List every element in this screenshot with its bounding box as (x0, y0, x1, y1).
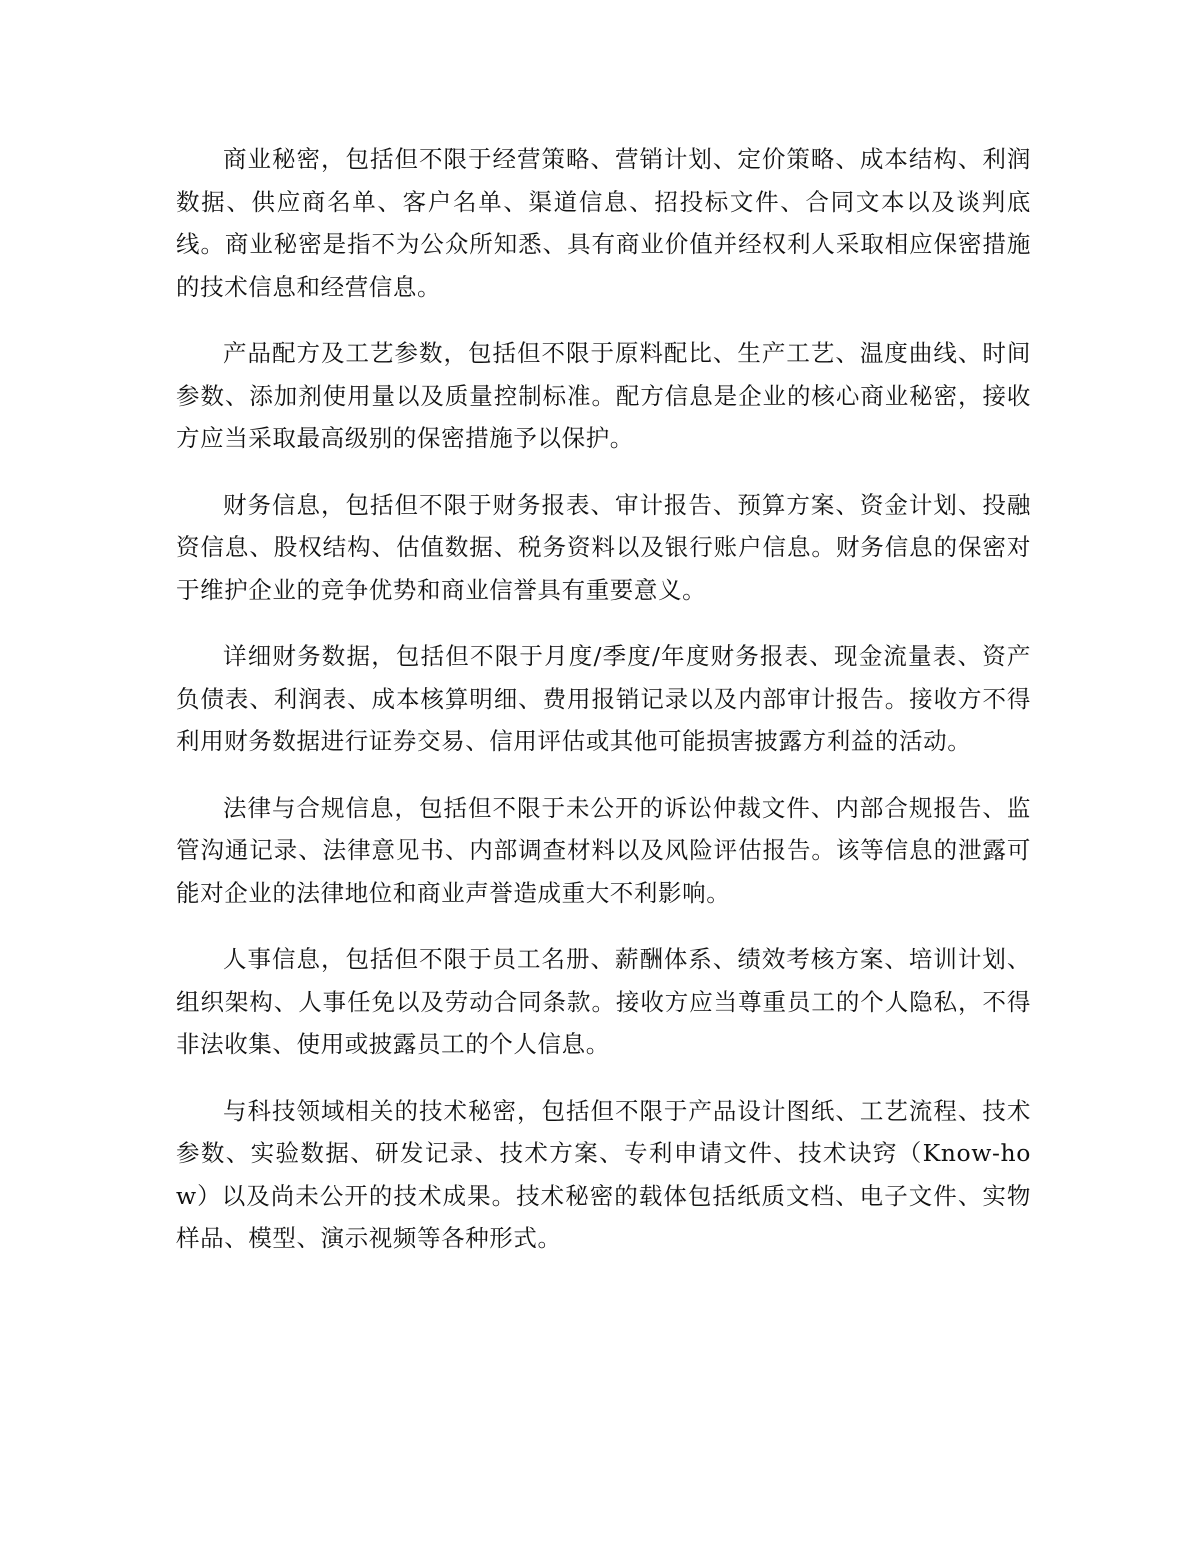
paragraph-legal-compliance: 法律与合规信息，包括但不限于未公开的诉讼仲裁文件、内部合规报告、监管沟通记录、法律意见书、内部调查材料以及风险评估报告。该等信息的泄露可能对企业的法律地位和商业声誉造成重大不利影响。 (176, 793, 1031, 907)
paragraph-detailed-financial-data: 详细财务数据，包括但不限于月度/季度/年度财务报表、现金流量表、资产负债表、利润表、成本核算明细、费用报销记录以及内部审计报告。接收方不得利用财务数据进行证券交易、信用评估或其他可能损害披露方利益的活动。 (176, 642, 1031, 755)
document-body (176, 138, 1031, 1284)
paragraph-trade-secrets: 商业秘密，包括但不限于经营策略、营销计划、定价策略、成本结构、利润数据、供应商名单、客户名单、渠道信息、招投标文件、合同文本以及谈判底线。商业秘密是指不为公众所知悉、具有商业价值并经权利人采取相应保密措施的技术信息和经营信息。 (176, 145, 1031, 301)
paragraph-financial-info: 财务信息，包括但不限于财务报表、审计报告、预算方案、资金计划、投融资信息、股权结构、估值数据、税务资料以及银行账户信息。财务信息的保密对于维护企业的竞争优势和商业信誉具有重要意义。 (176, 490, 1031, 604)
paragraph-technical-secrets: 与科技领域相关的技术秘密，包括但不限于产品设计图纸、工艺流程、技术参数、实验数据、研发记录、技术方案、专利申请文件、技术诀窍（Know-how）以及尚未公开的技术成果。技术秘密的载体包括纸质文档、电子文件、实物样品、模型、演示视频等各种形式。 (176, 1096, 1031, 1252)
paragraph-formula-process: 产品配方及工艺参数，包括但不限于原料配比、生产工艺、温度曲线、时间参数、添加剂使用量以及质量控制标准。配方信息是企业的核心商业秘密，接收方应当采取最高级别的保密措施予以保护。 (176, 339, 1031, 452)
paragraph-personnel-info: 人事信息，包括但不限于员工名册、薪酬体系、绩效考核方案、培训计划、组织架构、人事任免以及劳动合同条款。接收方应当尊重员工的个人隐私，不得非法收集、使用或披露员工的个人信息。 (176, 945, 1031, 1058)
